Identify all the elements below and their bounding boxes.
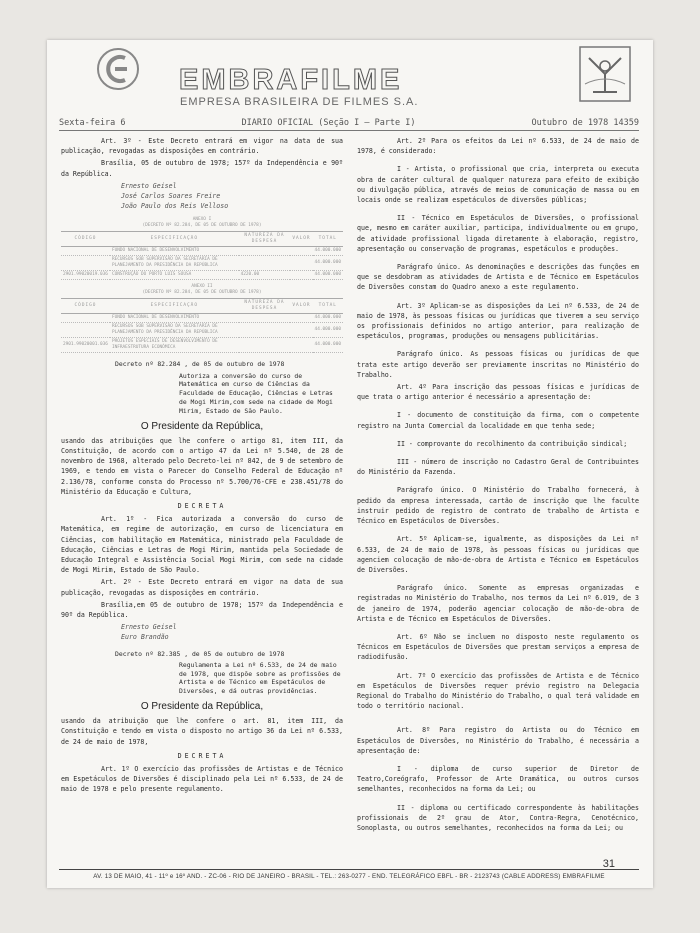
table-cell <box>239 314 291 323</box>
table-cell: FUNDO NACIONAL DE DESENVOLVIMENTO <box>110 247 239 256</box>
paragraph: Art. 8º Para registro do Artista ou do Técnico em Espetáculos de Diversões, no Ministério do Trabalho, é necessária a apresentação de: <box>357 726 639 755</box>
table-cell: 44.000.000 <box>313 338 343 353</box>
paragraph: Parágrafo único. O Ministério do Trabalho fornecerá, à pedido da empresa interessada, cartão de inscrição que lhe faculte instruir pedido de registro de contrato de trabalho de Artista e Técnico em Espetáculos de Diversões. <box>357 486 639 526</box>
paragraph: II - comprovante do recolhimento da contribuição sindical; <box>397 439 628 448</box>
table-header: ESPECIFICAÇÃO <box>110 299 239 314</box>
table-cell <box>290 271 312 280</box>
table-cell: 2901.99020001.036 <box>61 338 110 353</box>
paragraph: Art. 6º Não se incluem no disposto neste regulamento os Técnicos em Espetáculos de Diversões que prestam serviços a empresa de radiodifusão. <box>357 632 639 662</box>
table-cell <box>290 338 312 353</box>
signature: Ernesto Geisel <box>121 181 177 190</box>
table-row <box>61 323 343 338</box>
paragraph: Art. 1º O exercício das profissões de Artistas e de Técnico em Espetáculos de Diversões é disciplinado pela Lei nº 6.533, de 24 de maio de 1978 e pelo presente regulamento. <box>61 765 343 794</box>
table-cell: 44.000.000 <box>313 314 343 323</box>
embrafilme-logo-icon <box>95 46 141 92</box>
table-cell <box>61 323 110 338</box>
table-caption: ANEXO I <box>192 217 212 223</box>
table-caption: (DECRETO Nº 82.284, DE 05 DE OUTUBRO DE 1978) <box>142 290 262 296</box>
brand-subtitle: EMPRESA BRASILEIRA DE FILMES S.A. <box>180 96 419 108</box>
signature: José Carlos Soares Freire <box>121 192 221 201</box>
table-cell: 44.000.000 <box>313 247 343 256</box>
table-cell: 4220.00 <box>239 271 291 280</box>
decree-summary: Regulamenta a Lei nº 6.533, de 24 de maio de 1978, que dispõe sobre as profissões de Artista e de Técnico em Espetáculos de Diversões, e dá outras providências. <box>179 660 341 696</box>
table-header: NATUREZA DA DESPESA <box>239 232 291 247</box>
table-header: TOTAL <box>313 299 343 314</box>
table-row <box>61 256 343 271</box>
table-row <box>61 314 343 323</box>
paragraph: Art. 4º Para inscrição das pessoas físicas e jurídicas de que trata o artigo anterior é necessário a apresentação de: <box>357 383 639 402</box>
right-column <box>357 136 639 852</box>
paragraph: I - documento de constituição da firma, com o competente registro na Junta Comercial da localidade em que tenha sede; <box>357 411 639 430</box>
paragraph: II - Técnico em Espetáculos de Diversões, o profissional que, mesmo em caráter auxiliar, participa, individualmente ou em grupo, de atividade profissional ligada diretamente à elaboração, registro, apresentação ou conservação de programas, espetáculos e produções. <box>357 214 639 253</box>
table-caption: ANEXO II <box>191 284 213 290</box>
gazette-header <box>59 118 639 131</box>
paragraph: III - número de inscrição no Cadastro Geral de Contribuintes do Ministério da Fazenda. <box>357 458 639 477</box>
table-row <box>61 338 343 353</box>
paragraph: Brasília,em 05 de outubro de 1978; 157º da Independência e 90º da República. <box>61 600 343 620</box>
table-cell <box>239 247 291 256</box>
table-cell <box>239 338 291 353</box>
table-cell <box>239 256 291 271</box>
gazette-title: DIARIO OFICIAL (Seção I — Parte I) <box>241 118 416 128</box>
table-header: VALOR <box>290 232 312 247</box>
table-row <box>61 271 343 280</box>
paragraph: Art. 3º Aplicam-se as disposições da Lei nº 6.533, de 24 de maio de 1978, às pessoas físicas ou jurídicas que tiverem a seu serviço os profissionais definidos no artigo anterior, para realização de espetáculos, programas, produções ou mensagens publicitárias. <box>357 301 639 341</box>
left-column <box>61 136 343 852</box>
table-cell <box>61 247 110 256</box>
table-cell <box>290 314 312 323</box>
decree-number-line: Decreto nº 82.385 , de 05 de outubro de 1978 <box>115 649 285 658</box>
paragraph: Art. 5º Aplicam-se, igualmente, as disposições da Lei nº 6.533, de 24 de maio de 1978, às pessoas físicas ou jurídicas que agenciem colocação de mão-de-obra de Artista e Técnico em Espetáculos de Diversões. <box>357 535 639 574</box>
table-header: NATUREZA DA DESPESA <box>239 299 291 314</box>
paragraph: usando das atribuições que lhe confere o artigo 81, item III, da Constituição, de acordo com o artigo 47 da Lei nº 5.540, de 28 de novembro de 1968, alterado pelo Decreto-lei nº 842, de 9 de setembro de 1969, e tendo em vista o Parecer do Conselho Federal de Educação nº 2.136/78, conforme consta do Processo nº 5.700/76-CFE e 238.451/78 do Ministério da Educação e Cultura, <box>61 436 343 496</box>
table-cell: 44.000.000 <box>313 271 343 280</box>
paragraph: Parágrafo único. Somente as empresas organizadas e registradas no Ministério do Trabalho, nos termos da Lei nº 6.019, de 3 de janeiro de 1974, poderão agenciar colocação de mão-de-obra de Artista e de Técnico em Espetáculos de Diversões. <box>357 584 639 623</box>
table-header: TOTAL <box>313 232 343 247</box>
table-cell <box>290 247 312 256</box>
paragraph: Art. 3º - Este Decreto entrará em vigor na data de sua publicação, revogadas as disposições em contrário. <box>61 137 343 156</box>
decree-number-line: Decreto nº 82.284 , de 05 de outubro de 1978 <box>115 360 285 369</box>
table-row <box>61 247 343 256</box>
page-number: 31 <box>602 858 615 870</box>
table-header: CÓDIGO <box>61 232 110 247</box>
table-cell: 44.000.000 <box>313 256 343 271</box>
brand-name: EMBRAFILME <box>179 64 403 96</box>
paragraph: I - Artista, o profissional que cria, interpreta ou executa obra de caráter cultural de qualquer natureza para efeito de exibição ou divulgação pública, através de meios de comunicação de massa ou em locais onde se realizam espetáculos de diversões públicas; <box>357 165 639 205</box>
paragraph: Parágrafo único. As pessoas físicas ou jurídicas de que trata este artigo deverão ser previamente inscritas no Ministério do Trabalho. <box>357 350 639 379</box>
table-cell <box>61 314 110 323</box>
budget-table-1 <box>61 231 343 280</box>
table-cell <box>290 323 312 338</box>
table-header-row <box>61 299 343 314</box>
decreta-heading: DECRETA <box>177 502 227 511</box>
paragraph: Art. 1º - Fica autorizada a conversão do curso de Matemática, em regime de autorização, em curso de licenciatura em Ciências, com habilitação em Matemática, ministrado pela Faculdade de Educação, Ciências e Letras de Mogi Mirim, mantida pela Sociedade de Educação Integral e Assistência Social Mogi Mirim, com sede na cidade de Mogi Mirim, Estado de São Paulo. <box>61 515 343 575</box>
table-cell: RECURSOS SOB SUPERVISÃO DA SECRETARIA DE PLANEJAMENTO DA PRESIDÊNCIA DA REPÚBLICA <box>110 323 239 338</box>
table-cell: CONSTRUÇÃO DO PORTO LUIS SOUSA <box>110 271 239 280</box>
table-cell: RECURSOS SOB SUPERVISÃO DA SECRETARIA DE PLANEJAMENTO DA PRESIDÊNCIA DA REPÚBLICA <box>110 256 239 271</box>
paragraph: Art. 7º O exercício das profissões de Artista e de Técnico em Espetáculos de Diversões requer prévio registro na Delegacia Regional do Trabalho do Ministério do Trabalho, o qual terá validade em todo o território nacional. <box>357 671 639 711</box>
signature: Ernesto Geisel <box>121 623 177 632</box>
section-heading: O Presidente da República, <box>140 420 264 432</box>
paragraph: I - diploma de curso superior de Diretor de Teatro,Coreógrafo, Professor de Arte Dramática, ou outros cursos semelhantes, reconhecidos na forma da Lei; ou <box>357 764 639 794</box>
table-cell <box>239 323 291 338</box>
table-caption: (DECRETO Nº 82.284, DE 05 DE OUTUBRO DE 1978) <box>142 223 262 229</box>
signature: João Paulo dos Reis Velloso <box>121 202 229 211</box>
paragraph: usando da atribuição que lhe confere o art. 81, item III, da Constituição e tendo em vista o disposto no artigo 36 da Lei nº 6.533, de 24 de maio de 1978, <box>61 717 343 746</box>
decreta-heading: DECRETA <box>177 751 227 760</box>
table-header: VALOR <box>290 299 312 314</box>
paragraph: Parágrafo único. As denominações e descrições das funções em que se desdobram as atividades de Artista e de Técnico em Espetáculos de Diversões constam do Quadro anexo a este regulamento. <box>357 263 639 292</box>
letterhead-footer: AV. 13 DE MAIO, 41 - 11º e 16º AND. - ZC-06 - RIO DE JANEIRO - BRASIL - TEL.: 263-0277 - END. TELEGRÁFICO EBFL - BR - 2123743 (CABLE ADDRESS) EMBRAFILME <box>59 869 639 880</box>
paragraph: Art. 2º Para os efeitos da Lei nº 6.533, de 24 de maio de 1978, é considerado: <box>357 137 639 156</box>
table-header: CÓDIGO <box>61 299 110 314</box>
decree-summary: Autoriza a conversão do curso de Matemática em curso de Ciências da Faculdade de Educação, Ciências e Letras de Mogi Mirim,com sede na cidade de Mogi Mirim, Estado de São Paulo. <box>179 371 333 415</box>
gazette-date: Outubro de 1978 14359 <box>531 118 639 128</box>
gazette-weekday: Sexta-feira 6 <box>59 118 126 128</box>
film-emblem-icon <box>577 44 633 104</box>
section-heading: O Presidente da República, <box>140 701 264 713</box>
paragraph: Art. 2º - Este Decreto entrará em vigor na data de sua publicação, revogadas as disposições em contrário. <box>61 578 343 597</box>
table-cell <box>290 256 312 271</box>
table-cell: FUNDO NACIONAL DE DESENVOLVIMENTO <box>110 314 239 323</box>
budget-table-2 <box>61 298 343 353</box>
table-header: ESPECIFICAÇÃO <box>110 232 239 247</box>
table-cell: 44.000.000 <box>313 323 343 338</box>
table-cell: PROJETOS ESPECIAIS DE DESENVOLVIMENTO DE INFRAESTRUTURA ECONÔMICA <box>110 338 239 353</box>
table-cell <box>61 256 110 271</box>
signature: Euro Brandão <box>121 633 169 642</box>
paragraph: II - diploma ou certificado correspondente às habilitações profissionais de 2º grau de Ator, Contra-Regra, Cenotécnico, Sonoplasta, ou outros semelhantes, reconhecidos na forma da Lei; ou <box>357 803 639 832</box>
table-cell: 2901.99020019.036 <box>61 271 110 280</box>
paragraph: Brasília, 05 de outubro de 1978; 157º da Independência e 90º da República. <box>61 159 343 178</box>
table-header-row <box>61 232 343 247</box>
document-sheet <box>47 40 653 888</box>
